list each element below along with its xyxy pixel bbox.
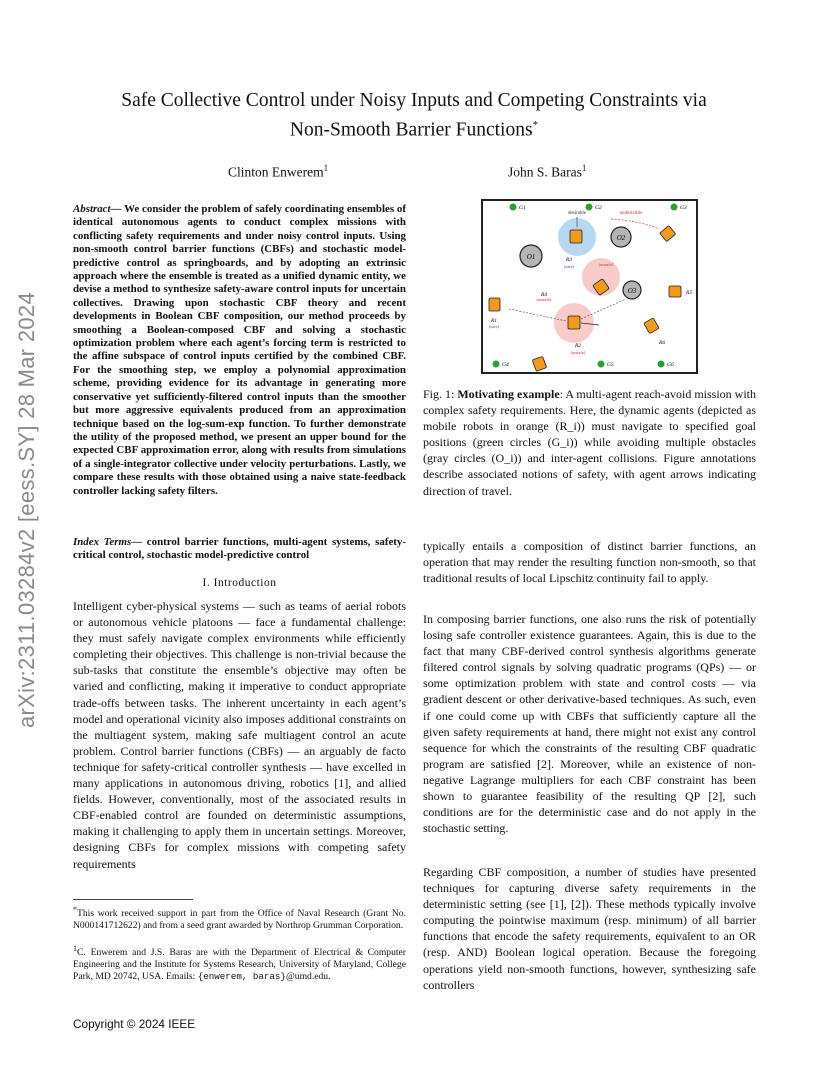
obstacle-o1-label: O1 [526,253,536,261]
label-undesirable: undesirable [619,211,643,216]
goal-g3-label: G3 [680,205,687,211]
footnote-rule [73,899,193,900]
footnote-affiliation-mark: 1 [73,944,77,953]
goal-g5-label: G5 [607,362,614,368]
footnote-affiliation [73,943,406,983]
label-desirable: desirable [567,211,587,216]
figure-1-motivating-example [481,199,698,374]
footnote-funding-text: This work received support in part from the Office of Naval Research (Grant No. N000141712622) and from a seed grant awarded by Northrop Grumman Corporation. [73,908,406,932]
caption-text: : A multi-agent reach-avoid mission with complex safety requirements. Here, the dynamic agents (depicted as mobile robots in orange (R_i)) must navigate to specified goal positions (green circles (G_i)) while avoiding multiple obstacles (gray circles (O_i)) and inter-agent collisions. Figure annotations describe associated notions of safety, with agent arrows indicating direction of travel. [423,387,756,498]
footnote-funding-mark: * [73,905,77,914]
label-unsafe-r4: (unsafe) [598,262,614,267]
robot-r1-label: R1 [490,318,498,324]
robot-r4-label: R4 [540,292,548,298]
obstacle-o3 [623,281,641,299]
obstacle-o1 [520,245,542,267]
author-1-affiliation: 1 [323,163,329,173]
abstract [73,203,406,498]
paper-title [60,88,768,143]
arxiv-id: arXiv:2311.03284v2 [eess.SY] 28 Mar 2024 [14,292,39,728]
title-footnote-mark: * [532,119,539,131]
robot-r6-label: R6 [659,340,666,346]
caption-title: Motivating example [457,387,560,401]
label-safe-r3: (safe) [563,264,575,269]
author-1 [228,163,328,181]
intro-paragraph-1: Intelligent cyber-physical systems — such as teams of aerial robots or autonomous vehicle platoons — face a fundamental challenge: they must safely navigate complex environments while efficiently completing their objectives. This challenge is non-trivial because the sub-tasks that constitute the ensemble’s objective may often be varied and conflicting, making it imperative to conduct appropriate trade-offs between tasks. The inherent uncertainty in each agent’s model and operational vicinity also imposes additional constraints on the multiagent system, making safe multiagent control an acute problem. Control barrier functions (CBFs) — an arguably de facto technique for safety-critical controller synthesis — have excelled in many applications in autonomous driving, robotics [1], and allied fields. However, conventionally, most of the associated results in CBF-enabled control are founded on deterministic assumptions, making it challenging to apply them in uncertain settings. Moreover, designing CBFs for complex missions with competing safety requirements [73,599,406,871]
footnote-email-domain: @umd.edu. [285,971,331,983]
goal-g2-label: G2 [595,205,602,211]
title-line-2: Non-Smooth Barrier Functions [289,119,533,141]
author-1-name: Clinton Enwerem [228,164,324,180]
copyright-notice: Copyright © 2024 IEEE [73,1017,196,1031]
robot-r5-label: R5 [686,290,693,296]
title-line-1: Safe Collective Control under Noisy Inputs and Competing Constraints via [121,90,707,111]
obstacle-o3-label: O3 [627,287,637,295]
label-safe-r1: (safe) [488,324,500,329]
intro-paragraph-2: typically entails a composition of distinct barrier functions, an operation that may render the resulting function non-smooth, so that traditional results of local Lipschitz continuity fail to apply. [423,539,756,586]
section-heading-introduction: I. Introduction [202,577,277,589]
figure-1-caption [423,386,756,499]
robot-r2-label: R2 [574,343,582,349]
intro-paragraph-4: Regarding CBF composition, a number of studies have presented techniques for capturing diverse safety requirements in the deterministic setting (see [1], [2]). These methods typically involve computing the pointwise maximum (resp. minimum) of all barrier functions that encode the safety requirements, equivalent to an OR (resp. AND) Boolean logical operation. Because the foregoing operations yield non-smooth functions, however, synthesizing safe controllers [423,865,756,992]
author-2-name: John S. Baras [508,164,582,180]
label-unsafe-r2: (unsafe) [570,350,586,355]
abstract-text: — We consider the problem of safely coordinating ensembles of identical autonomous agents to conduct complex missions with conflicting safety requirements and under noisy control inputs. Using non-smooth control barrier functions (CBFs) and stochastic model-predictive control as springboards, and by adopting an extrinsic approach where the ensemble is treated as a unified dynamic entity, we devise a method to synthesize safety-aware control inputs for uncertain collectives. Drawing upon stochastic CBF theory and recent developments in Boolean CBF composition, our method proceeds by smoothing a Boolean-composed CBF and solving a stochastic optimization problem where each agent’s forcing term is restricted to the affine subspace of control inputs certified by the combined CBF. For the smoothing step, we employ a polynomial approximation scheme, providing evidence for its advantage in generating more conservative yet sufficiently-filtered control inputs than the smoother but more aggressive equivalents produced from an approximation technique based on the log-sum-exp function. To further demonstrate the utility of the proposed method, we present an upper bound for the expected CBF approximation error, along with results from simulations of a single-integrator collective under velocity perturbations. Lastly, we compare these results with those obtained using a naive state-feedback controller lacking safety filters. [73,203,406,497]
footnote-affiliation-text: C. Enwerem and J.S. Baras are with the Department of Electrical & Computer Engineering and the Institute for Systems Research, University of Maryland, College Park, MD 20742, USA. Emails: [73,947,406,983]
goal-g4-label: G4 [502,362,509,368]
footnote-funding [73,904,406,932]
caption-label: Fig. 1: [423,387,458,401]
index-terms-text: — control barrier functions, multi-agent systems, safety-critical control, stochastic model-predictive control [73,536,406,562]
index-terms [73,536,406,563]
index-terms-label: Index Terms [73,536,132,548]
obstacle-o2 [611,227,631,247]
abstract-label: Abstract [73,203,111,215]
goal-g6-label: G6 [667,362,674,368]
label-unsafe-r4b: (unsafe) [536,297,552,302]
intro-paragraph-3: In composing barrier functions, one also runs the risk of potentially losing safe controller existence guarantees. Again, this is due to the fact that many CBF-derived control synthesis algorithms generate filtered control signals by solving quadratic programs (QPs) — or some optimization problem with state and control costs — via gradient descent or other derivative-based techniques. As such, even if one could come up with CBFs that sufficiently capture all the given safety requirements at hand, there might not exist any control sequence for which the constraints of the resulting CBF quadratic program are satisfied [2]. Moreover, while an existence of non-negative Lagrange multipliers for each CBF constraint has been shown to guarantee feasibility of the resulting QP [2], such conditions are for the deterministic case and do not apply in the stochastic setting. [423,612,756,836]
arxiv-watermark [2,270,52,750]
goal-g1-label: G1 [519,205,526,211]
obstacle-o2-label: O2 [616,234,626,242]
footnote-emails[interactable]: {enwerem, baras} [197,971,286,983]
author-2-affiliation: 1 [581,163,587,173]
robot-r3-label: R3 [565,257,573,263]
author-2 [508,163,586,181]
